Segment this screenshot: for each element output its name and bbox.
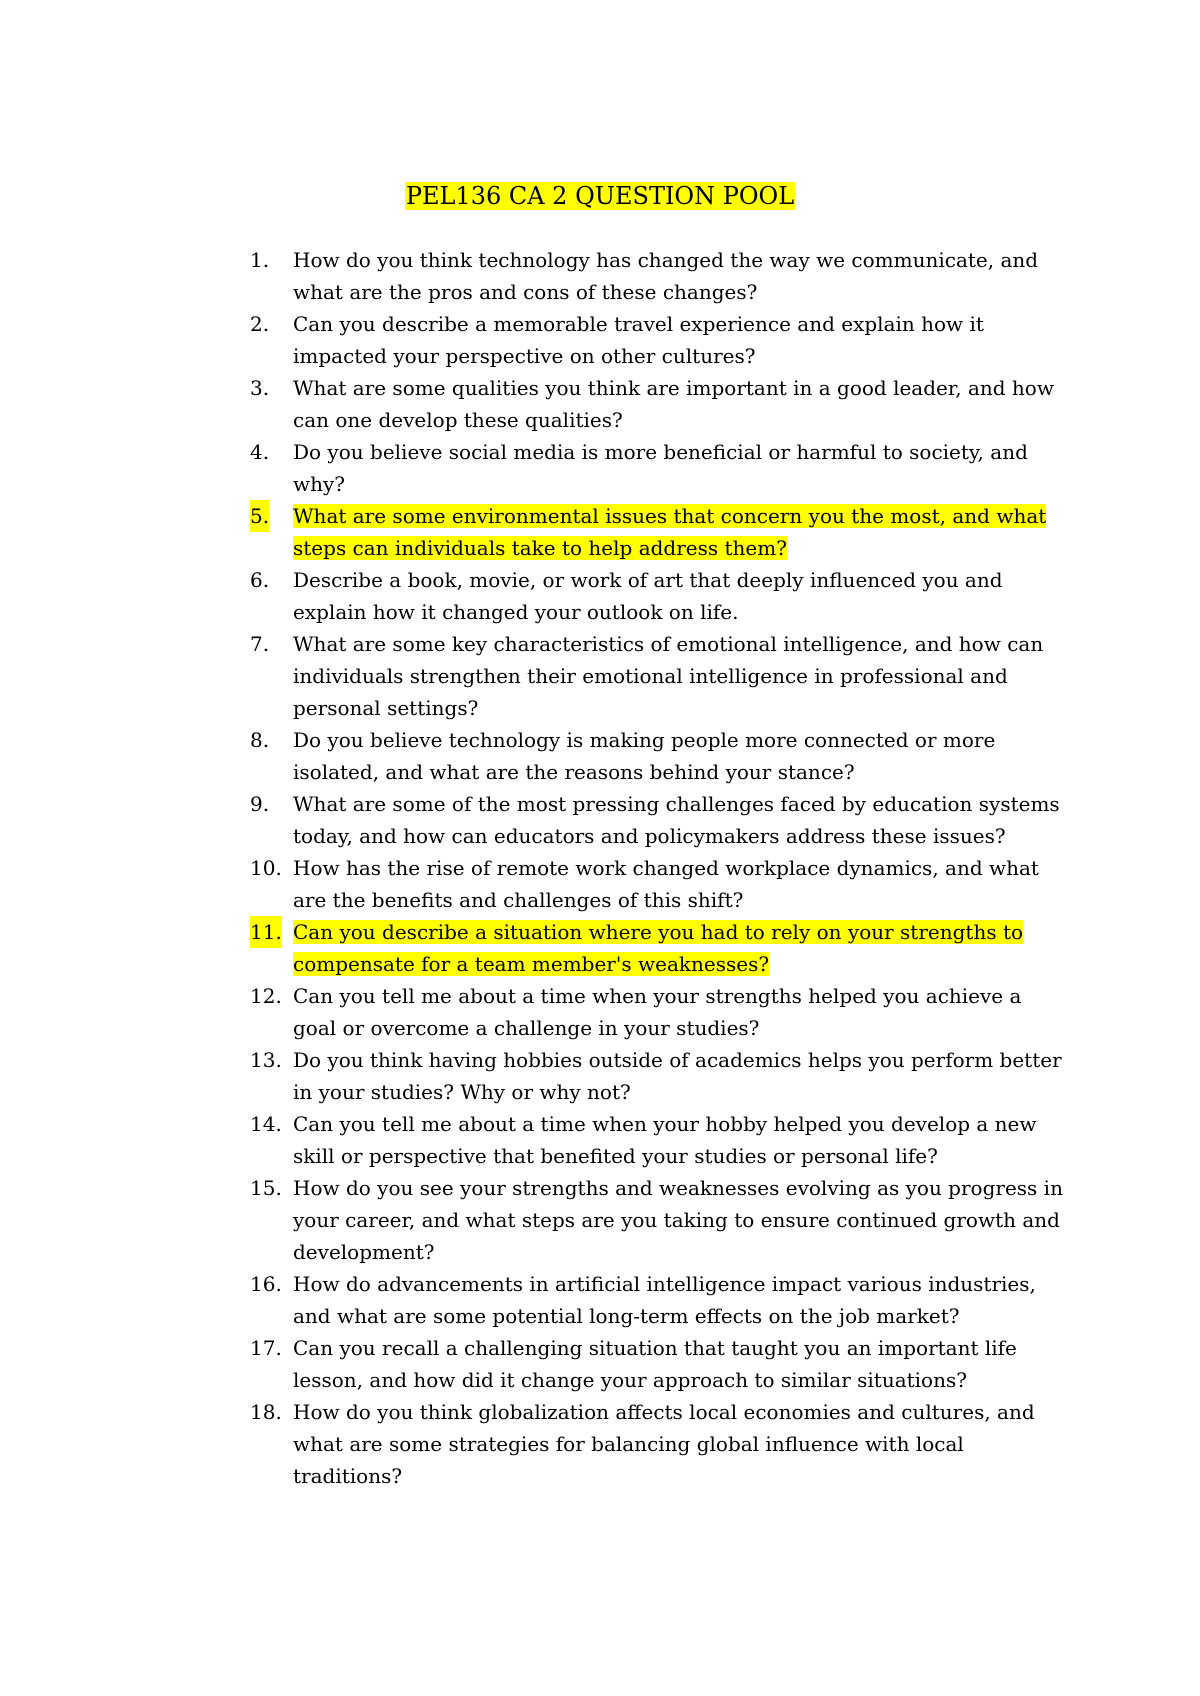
question-number: 16. [250,1272,282,1296]
question-text: What are some qualities you think are important in a good leader, and how can one develop these qualities? [293,376,1054,432]
question-list [250,244,1070,1492]
question-item [250,788,1070,852]
question-item [250,436,1070,500]
question-text: Can you recall a challenging situation that taught you an important life lesson, and how did it change your approach to similar situations? [293,1336,1017,1392]
question-text: What are some of the most pressing challenges faced by education systems today, and how can educators and policymakers address these issues? [293,792,1060,848]
question-number: 2. [250,312,270,336]
question-text: Can you tell me about a time when your hobby helped you develop a new skill or perspective that benefited your studies or personal life? [293,1112,1037,1168]
question-item [250,1044,1070,1108]
question-number: 10. [250,856,282,880]
question-number: 9. [250,792,270,816]
question-number: 17. [250,1336,282,1360]
question-number: 6. [250,568,270,592]
question-item [250,916,1070,980]
question-number: 13. [250,1048,282,1072]
question-text: Can you tell me about a time when your strengths helped you achieve a goal or overcome a challenge in your studies? [293,984,1022,1040]
question-item [250,1396,1070,1492]
question-item [250,1332,1070,1396]
question-item [250,852,1070,916]
question-item [250,1108,1070,1172]
question-text: What are some environmental issues that concern you the most, and what steps can individuals take to help address them? [293,504,1047,560]
question-number: 15. [250,1176,282,1200]
question-text: Do you believe social media is more beneficial or harmful to society, and why? [293,440,1028,496]
question-item [250,628,1070,724]
question-number: 3. [250,376,270,400]
question-text: How has the rise of remote work changed workplace dynamics, and what are the benefits and challenges of this shift? [293,856,1039,912]
question-text: Can you describe a memorable travel experience and explain how it impacted your perspective on other cultures? [293,312,984,368]
question-item [250,1172,1070,1268]
question-item [250,564,1070,628]
question-item [250,724,1070,788]
question-text: Can you describe a situation where you had to rely on your strengths to compensate for a team member's weaknesses? [293,920,1024,976]
question-number: 14. [250,1112,282,1136]
question-item [250,308,1070,372]
question-text: How do you think globalization affects local economies and cultures, and what are some strategies for balancing global influence with local traditions? [293,1400,1035,1488]
question-number: 11. [250,916,282,948]
question-item [250,1268,1070,1332]
question-item [250,372,1070,436]
question-text: How do advancements in artificial intelligence impact various industries, and what are some potential long-term effects on the job market? [293,1272,1036,1328]
question-text: Do you think having hobbies outside of academics helps you perform better in your studies? Why or why not? [293,1048,1062,1104]
question-text: Describe a book, movie, or work of art that deeply influenced you and explain how it changed your outlook on life. [293,568,1003,624]
question-item [250,244,1070,308]
question-item [250,980,1070,1044]
question-number: 12. [250,984,282,1008]
question-number: 4. [250,440,270,464]
question-number: 1. [250,248,270,272]
document-title [0,180,1200,212]
question-number: 8. [250,728,270,752]
question-text: Do you believe technology is making people more connected or more isolated, and what are the reasons behind your stance? [293,728,996,784]
document-title-text: PEL136 CA 2 QUESTION POOL [405,182,795,210]
question-item [250,500,1070,564]
question-number: 5. [250,500,269,532]
question-text: What are some key characteristics of emotional intelligence, and how can individuals strengthen their emotional intelligence in professional and personal settings? [293,632,1044,720]
question-text: How do you think technology has changed the way we communicate, and what are the pros and cons of these changes? [293,248,1039,304]
question-number: 7. [250,632,270,656]
question-text: How do you see your strengths and weaknesses evolving as you progress in your career, and what steps are you taking to ensure continued growth and development? [293,1176,1063,1264]
question-number: 18. [250,1400,282,1424]
